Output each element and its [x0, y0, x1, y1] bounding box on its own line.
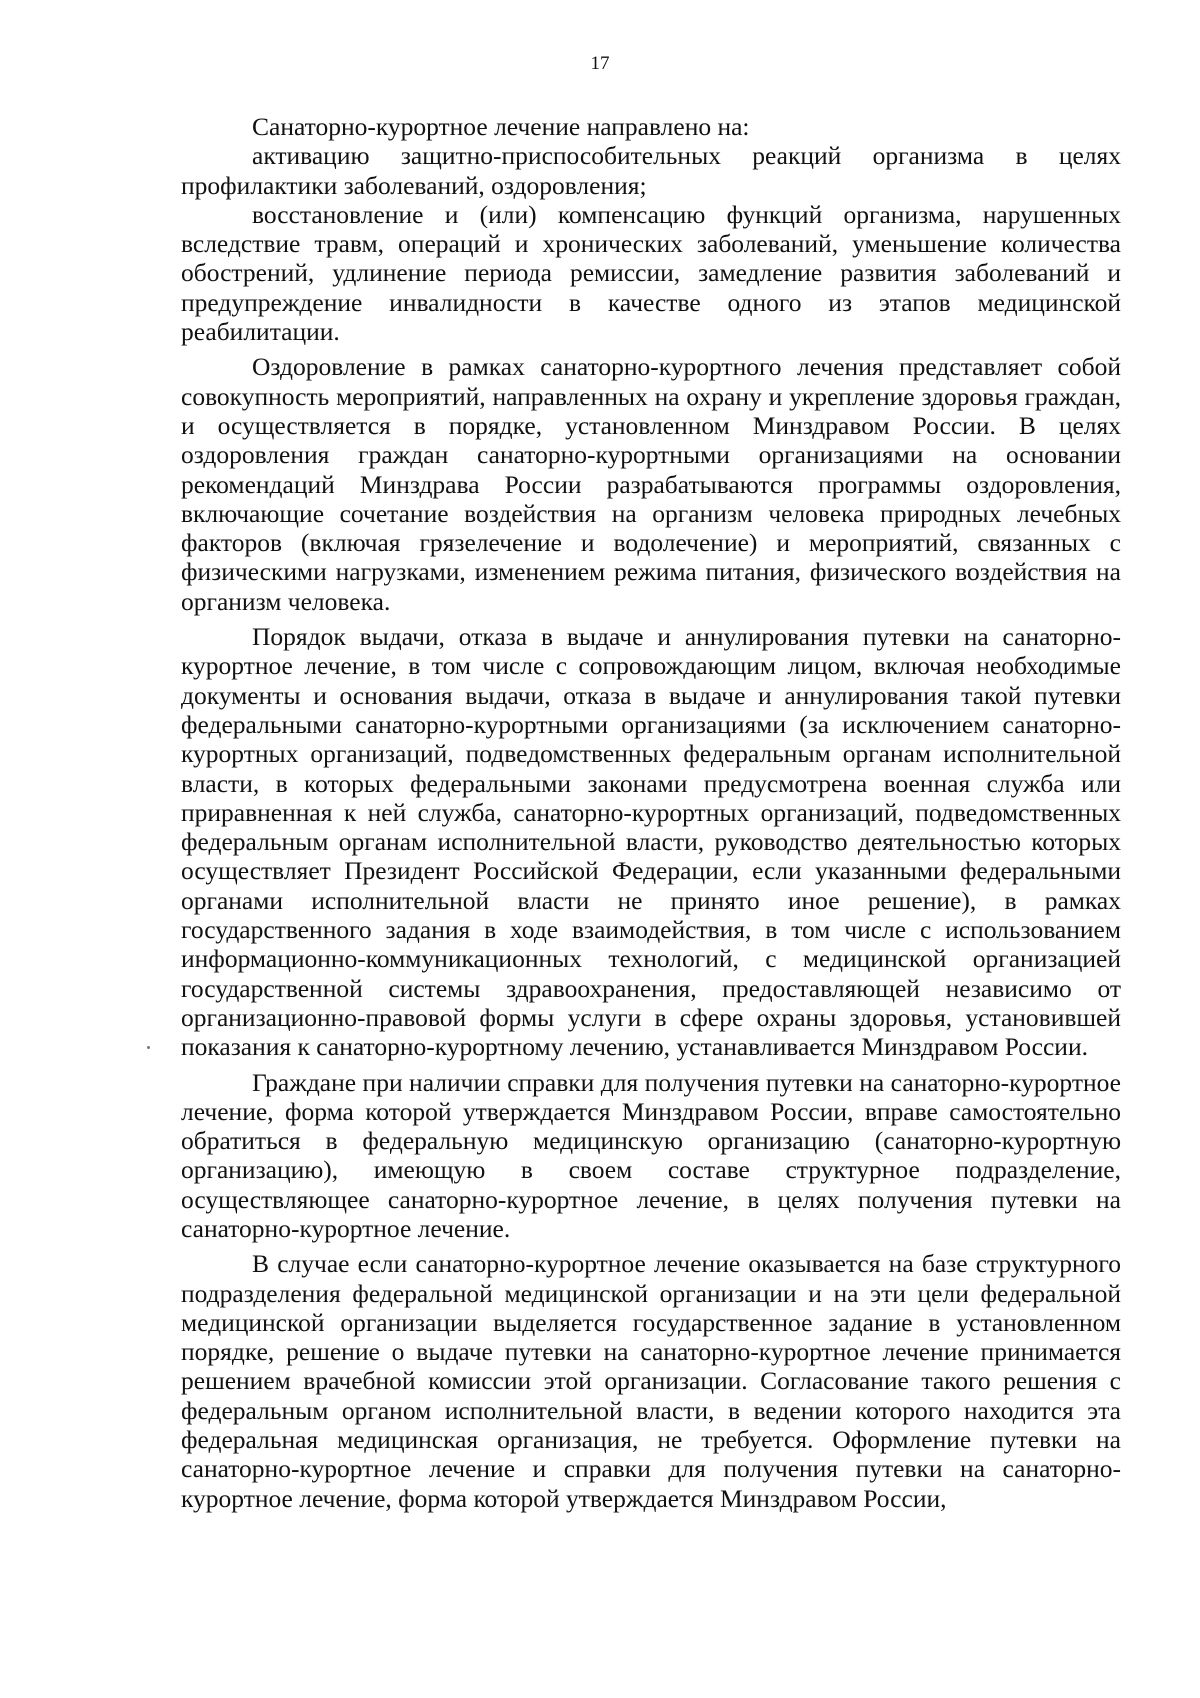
paragraph-voucher-procedure: Порядок выдачи, отказа в выдаче и аннулирования путевки на санаторно-курортное лечение, в том числе с сопровождающим лицом, включая необходимые документы и основания выдачи, отказа в выдаче и аннулирования такой путевки федеральными санаторно-курортными организациями (за исключением санаторно-курортных организаций, подведомственных федеральным органам исполнительной власти, в которых федеральными законами предусмотрена военная служба или приравненная к ней служба, санаторно-курортных организаций, подведомственных федеральным органам исполнительной власти, руководство деятельностью которых осуществляет Президент Российской Федерации, если указанными федеральными органами исполнительной власти не принято иное решение), в рамках государственного задания в ходе взаимодействия, в том числе с использованием информационно-коммуникационных технологий, с медицинской организацией государственной системы здравоохранения, предоставляющей независимо от организационно-правовой формы услуги в сфере охраны здоровья, установившей показания к санаторно-курортному лечению, устанавливается Минздравом России. — [181, 622, 1121, 1062]
page-number: 17 — [590, 53, 610, 74]
scan-speck — [147, 1046, 150, 1049]
paragraph-structural-unit: В случае если санаторно-курортное лечение оказывается на базе структурного подразделения федеральной медицинской организации и на эти цели федеральной медицинской организации выделяется государственное задание в установленном порядке, решение о выдаче путевки на санаторно-курортное лечение принимается решением врачебной комиссии этой организации. Согласование такого решения с федеральным органом исполнительной власти, в ведении которого находится эта федеральная медицинская организация, не требуется. Оформление путевки на санаторно-курортное лечение и справки для получения путевки на санаторно-курортное лечение, форма которой утверждается Минздравом России, — [181, 1249, 1121, 1513]
paragraph-citizens-referral: Граждане при наличии справки для получения путевки на санаторно-курортное лечение, форма которой утверждается Минздравом России, вправе самостоятельно обратиться в федеральную медицинскую организацию (санаторно-курортную организацию), имеющую в своем составе структурное подразделение, осуществляющее санаторно-курортное лечение, в целях получения путевки на санаторно-курортное лечение. — [181, 1067, 1121, 1243]
document-body — [181, 112, 1121, 1513]
paragraph-activation: активацию защитно-приспособительных реакций организма в целях профилактики заболеваний, оздоровления; — [181, 141, 1121, 200]
paragraph-restoration: восстановление и (или) компенсацию функций организма, нарушенных вследствие травм, операций и хронических заболеваний, уменьшение количества обострений, удлинение периода ремиссии, замедление развития заболеваний и предупреждение инвалидности в качестве одного из этапов медицинской реабилитации. — [181, 199, 1121, 347]
paragraph-intro: Санаторно-курортное лечение направлено на: — [252, 112, 750, 141]
paragraph-health-improvement: Оздоровление в рамках санаторно-курортного лечения представляет собой совокупность мероприятий, направленных на охрану и укрепление здоровья граждан, и осуществляется в порядке, установленном Минздравом России. В целях оздоровления граждан санаторно-курортными организациями на основании рекомендаций Минздрава России разрабатываются программы оздоровления, включающие сочетание воздействия на организм человека природных лечебных факторов (включая грязелечение и водолечение) и мероприятий, связанных с физическими нагрузками, изменением режима питания, физического воздействия на организм человека. — [181, 352, 1121, 616]
